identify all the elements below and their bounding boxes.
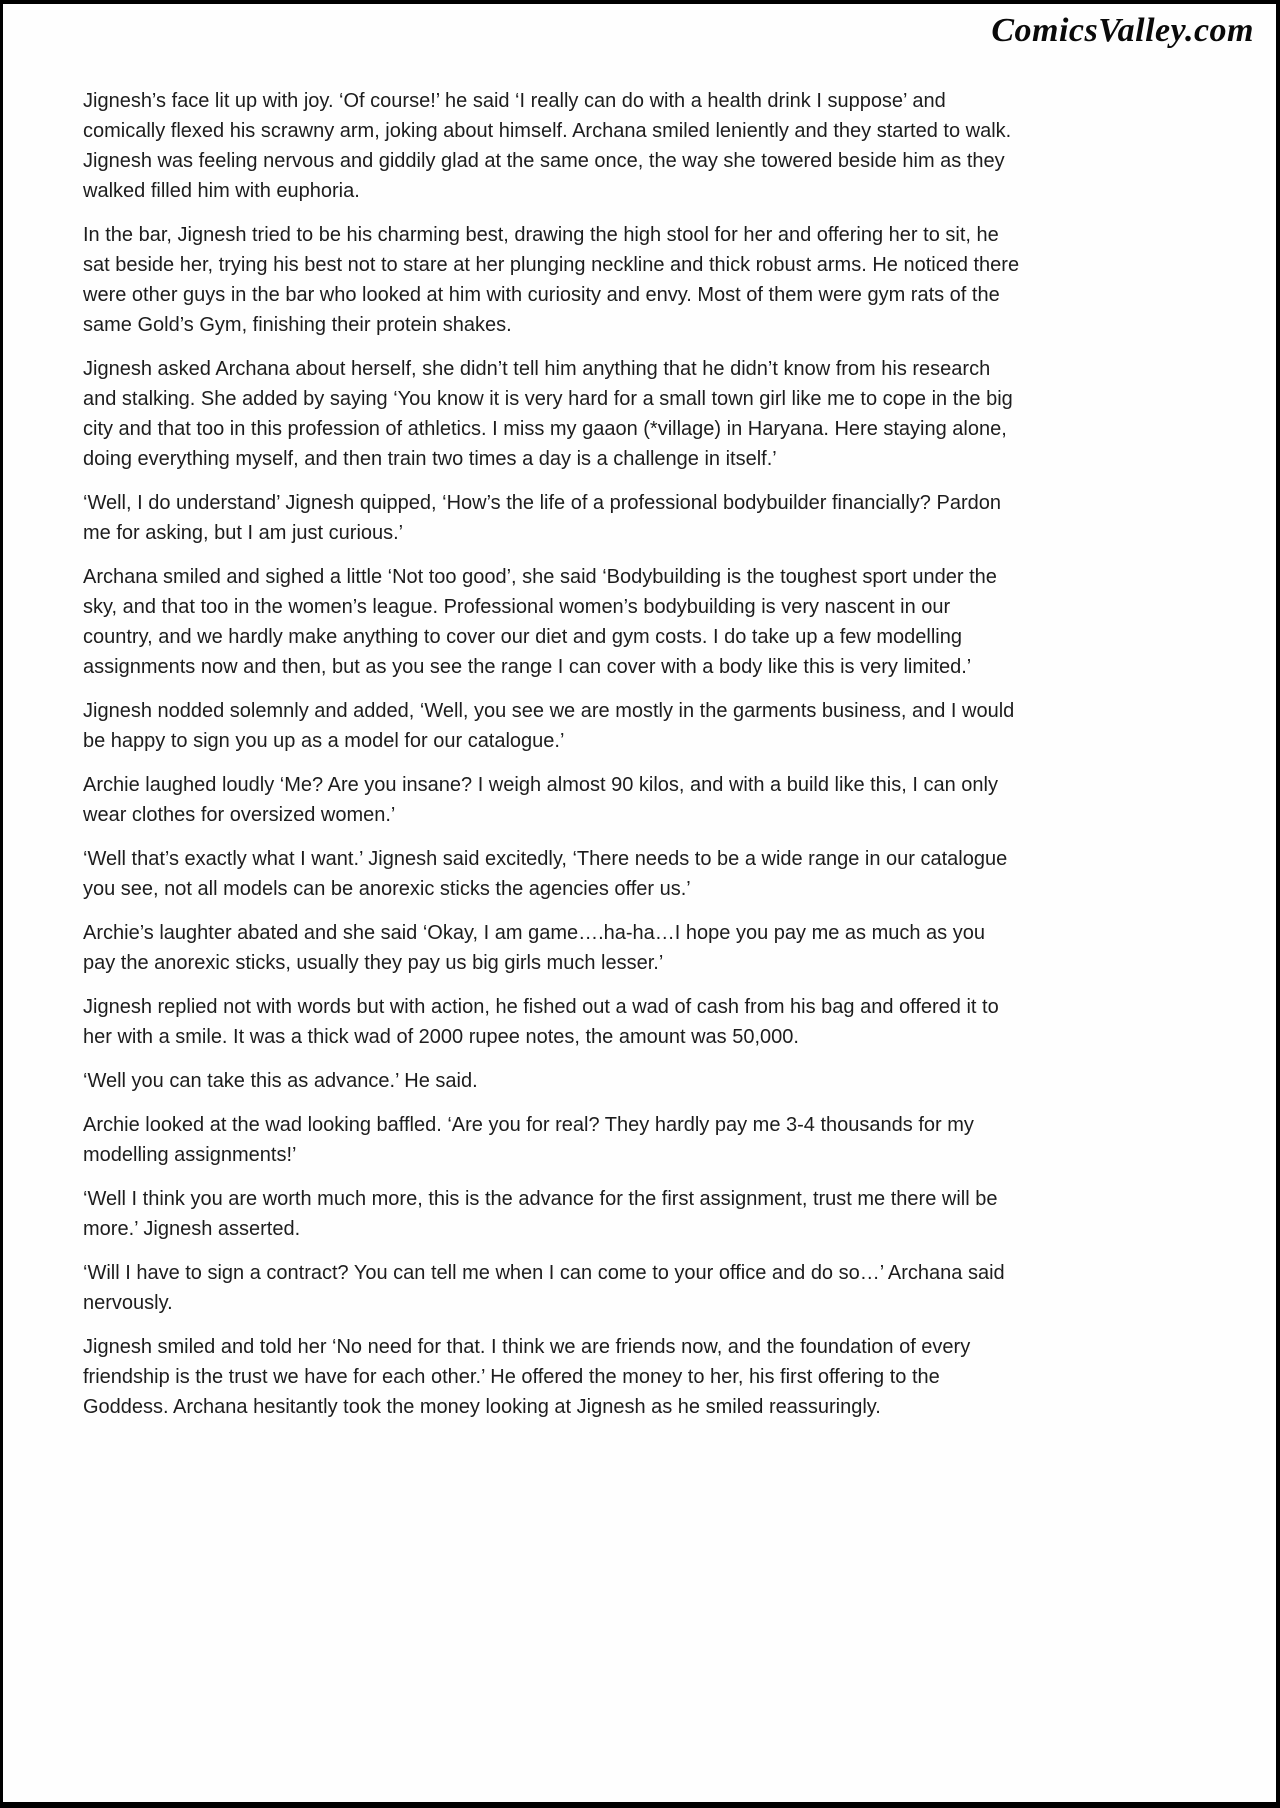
paragraph: Jignesh’s face lit up with joy. ‘Of course!’ he said ‘I really can do with a health drink I suppose’ and comically flexed his scrawny arm, joking about himself. Archana smiled leniently and they started to walk. Jignesh was feeling nervous and giddily glad at the same once, the way she towered beside him as they walked filled him with euphoria. <box>83 90 1012 202</box>
paragraph: ‘Well that’s exactly what I want.’ Jignesh said excitedly, ‘There needs to be a wide range in our catalogue you see, not all models can be anorexic sticks the agencies offer us.’ <box>83 848 1008 900</box>
comicsvalley-logo: ComicsValley.com <box>991 12 1254 49</box>
paragraph: ‘Well, I do understand’ Jignesh quipped, ‘How’s the life of a professional bodybuilder financially? Pardon me for asking, but I am just curious.’ <box>83 492 1001 544</box>
paragraph: Archie looked at the wad looking baffled. ‘Are you for real? They hardly pay me 3-4 thousands for my modelling assignments!’ <box>83 1114 974 1166</box>
paragraph: ‘Well I think you are worth much more, this is the advance for the first assignment, trust me there will be more.’ Jignesh asserted. <box>83 1188 998 1240</box>
paragraph: In the bar, Jignesh tried to be his charming best, drawing the high stool for her and offering her to sit, he sat beside her, trying his best not to stare at her plunging neckline and thick robust arms. He noticed there were other guys in the bar who looked at him with curiosity and envy. Most of them were gym rats of the same Gold’s Gym, finishing their protein shakes. <box>83 224 1020 336</box>
paragraph: Jignesh replied not with words but with action, he fished out a wad of cash from his bag and offered it to her with a smile. It was a thick wad of 2000 rupee notes, the amount was 50,000. <box>83 996 999 1048</box>
story-text <box>83 86 1021 1436</box>
paragraph: ‘Will I have to sign a contract? You can tell me when I can come to your office and do so…’ Archana said nervously. <box>83 1262 1005 1314</box>
paragraph: Archana smiled and sighed a little ‘Not too good’, she said ‘Bodybuilding is the toughest sport under the sky, and that too in the women’s league. Professional women’s bodybuilding is very nascent in our country, and we hardly make anything to cover our diet and gym costs. I do take up a few modelling assignments now and then, but as you see the range I can cover with a body like this is very limited.’ <box>83 566 997 678</box>
page-header <box>3 4 1276 64</box>
paragraph: ‘Well you can take this as advance.’ He said. <box>83 1070 478 1092</box>
paragraph: Jignesh smiled and told her ‘No need for that. I think we are friends now, and the foundation of every friendship is the trust we have for each other.’ He offered the money to her, his first offering to the Goddess. Archana hesitantly took the money looking at Jignesh as he smiled reassuringly. <box>83 1336 971 1418</box>
paragraph: Jignesh asked Archana about herself, she didn’t tell him anything that he didn’t know from his research and stalking. She added by saying ‘You know it is very hard for a small town girl like me to cope in the big city and that too in this profession of athletics. I miss my gaaon (*village) in Haryana. Here staying alone, doing everything myself, and then train two times a day is a challenge in itself.’ <box>83 358 1013 470</box>
paragraph: Archie’s laughter abated and she said ‘Okay, I am game….ha-ha…I hope you pay me as much as you pay the anorexic sticks, usually they pay us big girls much lesser.’ <box>83 922 985 974</box>
paragraph: Archie laughed loudly ‘Me? Are you insane? I weigh almost 90 kilos, and with a build like this, I can only wear clothes for oversized women.’ <box>83 774 998 826</box>
paragraph: Jignesh nodded solemnly and added, ‘Well, you see we are mostly in the garments business, and I would be happy to sign you up as a model for our catalogue.’ <box>83 700 1015 752</box>
